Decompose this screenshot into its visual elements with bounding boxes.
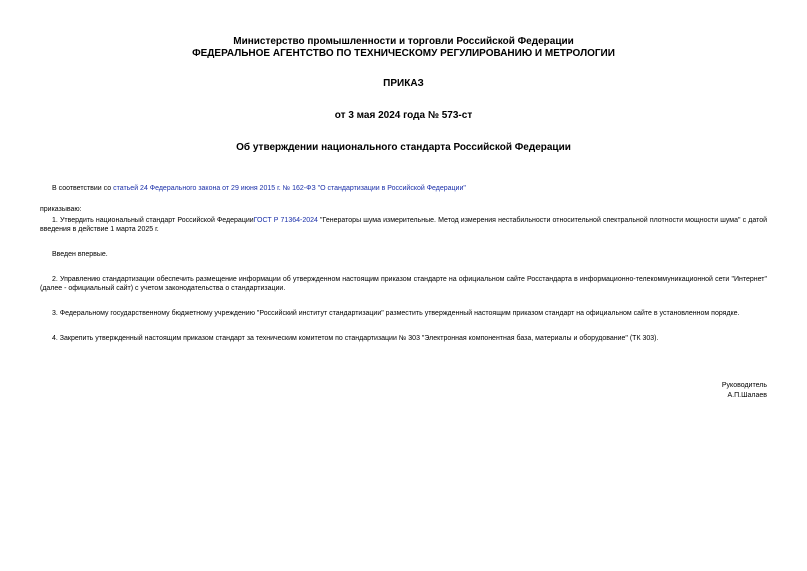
item1-prefix: 1. Утвердить национальный стандарт Российской Федерации [52,217,254,224]
signatory-name: А.П.Шалаев [727,392,767,399]
signature-block [40,381,767,401]
signatory-position: Руководитель [721,382,767,389]
order-subject: Об утверждении национального стандарта Российской Федерации [236,142,571,153]
order-item-1 [40,216,767,234]
item1-suffix: "Генераторы шума измерительные. Метод измерения нестабильности относительной спектральной плотности мощности шума" с датой введения в действие 1 марта 2025 г. [40,217,767,233]
document-page [40,28,767,401]
order-item-2: 2. Управлению стандартизации обеспечить размещение информации об утвержденном настоящим приказом стандарте на официальном сайте Росстандарта в информационно-телекоммуникационной сети "Интернет" (далее - официальный сайт) с учетом законодательства о стандартизации. [40,276,767,292]
gost-standard-link[interactable]: ГОСТ Р 71364-2024 [253,217,318,224]
ministry-name: Министерство промышленности и торговли Российской Федерации [233,36,574,47]
agency-name: ФЕДЕРАЛЬНОЕ АГЕНТСТВО ПО ТЕХНИЧЕСКОМУ РЕГУЛИРОВАНИЮ И МЕТРОЛОГИИ [192,48,615,59]
basis-prefix: В соответствии со [52,185,114,192]
document-type: ПРИКАЗ [383,78,424,89]
order-date-number: от 3 мая 2024 года № 573-ст [334,110,473,121]
order-item-4: 4. Закрепить утвержденный настоящим приказом стандарт за техническим комитетом по стандартизации № 303 "Электронная компонентная база, материалы и оборудование" (ТК 303). [52,335,659,342]
order-word: приказываю: [40,206,82,213]
basis-paragraph [40,184,767,193]
order-item-3: 3. Федеральному государственному бюджетному учреждению "Российский институт стандартизации" разместить утвержденный настоящим приказом стандарт на официальном сайте в установленном порядке. [52,310,740,317]
federal-law-link[interactable]: статьей 24 Федерального закона от 29 июня 2015 г. № 162-ФЗ "О стандартизации в Российской Федерации" [113,185,466,192]
first-time-note: Введен впервые. [52,251,108,258]
